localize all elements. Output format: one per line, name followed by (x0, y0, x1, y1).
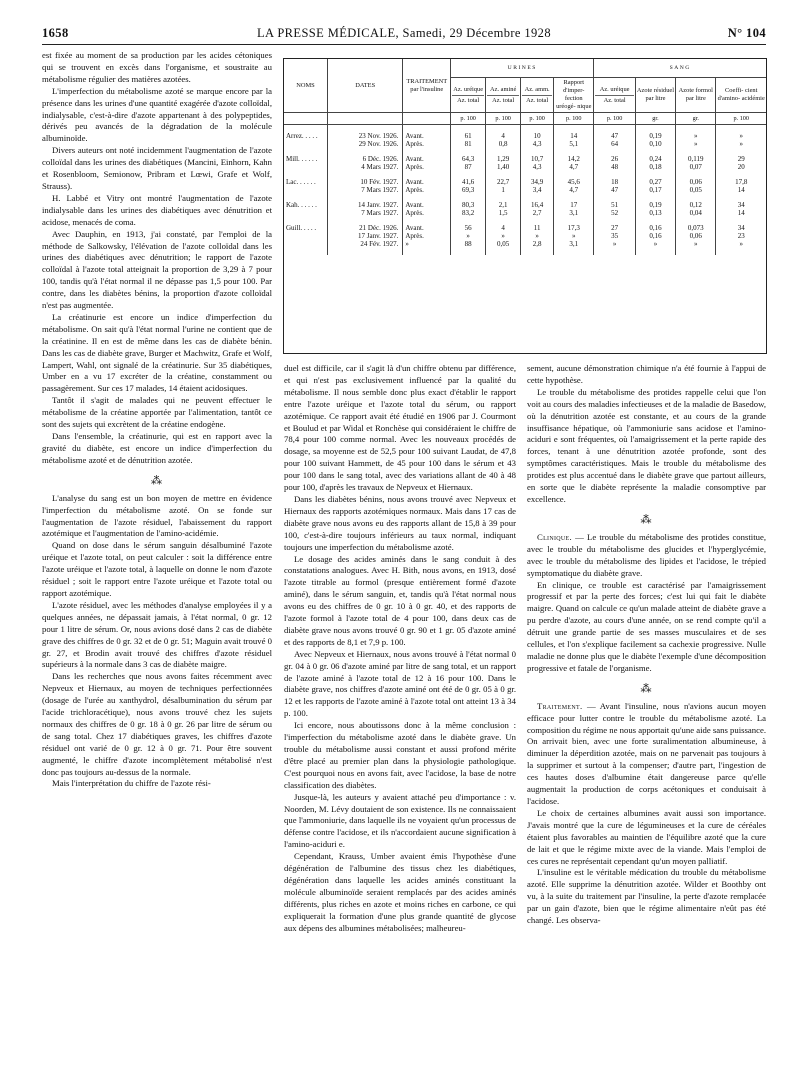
spacer-cell (328, 125, 403, 133)
spacer-cell (284, 148, 328, 155)
spacer-cell (554, 194, 594, 201)
units-row (284, 113, 766, 125)
value-cell: 52 (594, 209, 635, 217)
header-sang-az-ureique: Az. uréique Az. total (594, 78, 635, 113)
value-cell: 14 (737, 209, 745, 217)
table-row (284, 140, 766, 148)
unit-cell (403, 113, 451, 125)
patient-name-cell (284, 140, 328, 148)
unit-cell: p. 100 (486, 113, 521, 125)
paragraph: Le choix de certaines albumines avait aussi son importance. J'avais montré que la cure de légumineuses et la cure de céréales étaient plus favorables au maintien de l'équilibre azoté que la cure de lait et que le régime mixte avec de la viande. Mais l'emploi de ces cures ne représentait cependant qu'un moyen palliatif. (527, 807, 766, 866)
spacer-cell (521, 125, 554, 133)
value-cell: 0,06 (676, 232, 716, 240)
date-cell: 4 Mars 1927. (328, 163, 403, 171)
value-cell: 10 (521, 132, 554, 140)
header-azote-residuel: Azote résiduel par litre (635, 78, 675, 113)
spacer-cell (451, 171, 486, 178)
value-cell: 48 (594, 163, 635, 171)
value-cell: 47 (594, 186, 635, 194)
date-cell: 24 Fév. 1927. (328, 240, 403, 248)
value-cell: » (594, 240, 635, 248)
spacer-cell (284, 171, 328, 178)
column-1 (42, 50, 272, 790)
value-cell: » (554, 232, 594, 240)
value-cell: » (451, 232, 486, 240)
value-cell: 88 (451, 240, 486, 248)
date-cell: 23 Nov. 1926. (328, 132, 403, 140)
spacer-cell (328, 194, 403, 201)
spacer-cell (594, 148, 635, 155)
value-cell: 0,19 (635, 201, 675, 209)
paragraph: Tantôt il s'agit de malades qui ne peuvent effectuer le métabolisme de la créatine apportée par l'alimentation, tantôt ce sont des sujets qui excrètent de la créatine endogène. (42, 395, 272, 430)
paragraph: Dans l'ensemble, la créatinurie, qui est en rapport avec la gravité du diabète, est encore un indice d'imperfection du métabolisme azoté et de dénutrition azotée. (42, 431, 272, 465)
spacer-cell (486, 171, 521, 178)
paragraph: L'analyse du sang est un bon moyen de mettre en évidence l'imperfection du métabolisme azoté. On se fonde sur l'augmentation de l'azote résiduel, l'abaissement du rapport azotémique et l'augmentation de l'amino-acidémie. (42, 492, 272, 539)
header-az-ureique: Az. uréique Az. total (451, 78, 486, 113)
header-traitement: TRAITEMENT par l'insuline (403, 59, 451, 113)
patient-name-cell: Mill. . . . . . (284, 155, 328, 163)
spacer-cell (486, 248, 521, 255)
spacer-cell (284, 194, 328, 201)
spacer-row (284, 217, 766, 224)
table-row (284, 240, 766, 248)
table-row (284, 232, 766, 240)
value-cell: 81 (451, 140, 486, 148)
treatment-cell: Après. (403, 140, 451, 148)
spacer-cell (403, 148, 451, 155)
paragraph: Avec Nepveux et Hiernaux, nous avons trouvé à l'état normal 0 gr. 04 à 0 gr. 06 d'azote aminé par litre de sang total, et un rapport de l'azote aminé à l'azote total de 12 à 16 pour 100. Dans le diabète grave, nos chiffres d'azote aminé ont été de 0 gr. 05 à 0 gr. 12 et les rapports de l'azote aminé à l'azote total ont atteint 13 à 34 p. 100. (284, 648, 516, 719)
date-cell: 7 Mars 1927. (328, 186, 403, 194)
spacer-cell (676, 194, 716, 201)
value-cell: » (635, 240, 675, 248)
value-cell: 0,19 (635, 132, 675, 140)
header-noms: NOMS (284, 59, 328, 113)
value-cell: » (521, 232, 554, 240)
treatment-cell: Avant. (403, 178, 451, 186)
value-cell: 4 (486, 224, 521, 232)
spacer-cell (486, 125, 521, 133)
spacer-cell (554, 248, 594, 255)
value-cell: 41,6 (451, 178, 486, 186)
value-cell: 83,2 (451, 209, 486, 217)
table-row (284, 132, 766, 140)
paragraph: est fixée au moment de sa production par les acides cétoniques qui se trouvent en excès dans l'organisme, et soustraite au métabolisme régulier des matières azotées. (42, 50, 272, 84)
spacer-cell (635, 148, 675, 155)
spacer-cell (676, 217, 716, 224)
spacer-cell (328, 171, 403, 178)
value-cell: 0,16 (635, 224, 675, 232)
paragraph: Ici encore, nous aboutissons donc à la même conclusion : l'imperfection du métabolisme azoté dans le diabète grave. Un trouble du métabolisme aussi constant et aussi profond mérite d'être placé au premier plan dans la physiologie pathologique. C'est pourquoi nous en avons fait, avec l'acidose, la base de notre classification des diabètes. (284, 720, 516, 790)
value-cell: » (739, 132, 743, 140)
value-cell: » (486, 232, 521, 240)
journal-title: LA PRESSE MÉDICALE, Samedi, 29 Décembre 1928 (257, 26, 551, 40)
unit-cell (328, 113, 403, 125)
unit-cell: p. 100 (594, 113, 635, 125)
table-row (284, 155, 766, 163)
value-cell: 14,2 (554, 155, 594, 163)
spacer-row (284, 194, 766, 201)
value-cell: » (739, 140, 743, 148)
date-cell: 17 Janv. 1927. (328, 232, 403, 240)
value-cell: 20 (737, 163, 745, 171)
value-cell: 69,3 (451, 186, 486, 194)
section-separator: ⁂ (640, 682, 653, 695)
patient-name-cell: Arrez. . . . . (284, 132, 328, 140)
page-header (42, 26, 766, 42)
spacer-cell (716, 125, 766, 133)
unit-cell: gr. (676, 113, 716, 125)
value-cell: 17,3 (554, 224, 594, 232)
spacer-cell (486, 217, 521, 224)
unit-cell: p. 100 (716, 113, 766, 125)
table-row (284, 163, 766, 171)
value-cell: 0,13 (635, 209, 675, 217)
value-cell: 2,1 (486, 201, 521, 209)
value-cell: 0,05 (676, 186, 716, 194)
patient-name-cell: Lac. . . . . . (284, 178, 328, 186)
value-cell: 2,8 (521, 240, 554, 248)
spacer-cell (451, 248, 486, 255)
section-label-traitement: Traitement. (537, 700, 583, 711)
paragraph: H. Labbé et Vitry ont montré l'augmentation de l'azote indialysable dans les urines des diabétiques avec dénutrition et acidose, menacés de coma. (42, 192, 272, 227)
value-cell: 0,06 (676, 178, 716, 186)
value-cell: 87 (451, 163, 486, 171)
value-cell: 0,24 (635, 155, 675, 163)
header-az-amm: Az. amm. Az. total (521, 78, 554, 113)
unit-cell: p. 100 (521, 113, 554, 125)
spacer-cell (716, 217, 766, 224)
value-cell: 80,3 (451, 201, 486, 209)
paragraph: En clinique, ce trouble est caractérisé par l'amaigrissement progressif et par la perte des forces; c'est lui qui fait le diabète maigre. Quand on calcule ce qu'un malade atteint de diabète grave a pu perdre d'azote, au cours d'une année, on se rend compte qu'il a détruit une grande partie de ses masses musculaires et de ses cellules, et l'on s'explique facilement sa cachexie progressive. Nulle maladie ne donne plus que le diabète l'exemple d'une décomposition progressive et fatale de l'organisme. (527, 579, 766, 673)
section-separator: ⁂ (640, 513, 653, 526)
spacer-cell (635, 248, 675, 255)
header-coefficient: Coeffi- cient d'amino- acidémie (716, 78, 766, 113)
unit-cell: gr. (635, 113, 675, 125)
value-cell: 35 (594, 232, 635, 240)
value-cell: 4,3 (521, 140, 554, 148)
spacer-cell (635, 217, 675, 224)
treatment-cell: Avant. (403, 132, 451, 140)
treatment-cell: Après. (403, 232, 451, 240)
value-cell: 0,073 (676, 224, 716, 232)
value-cell: 17,8 (735, 178, 748, 186)
spacer-cell (635, 125, 675, 133)
paragraph: Cependant, Krauss, Umber avaient émis l'hypothèse d'une dégénération de l'albumine des tissus chez les diabétiques, dégénération dans laquelle les acides aminés constituant la molécule albuminoïde seraient remplacés par des acides aminés différents, plus riches en azote et moins riches en carbone, ce qui expliquerait la formation d'une plus grande quantité de glycose aux dépens des albumines métabolisées; malheureu- (284, 851, 516, 933)
value-cell: 1,5 (486, 209, 521, 217)
patient-name-cell (284, 186, 328, 194)
value-cell: 4,7 (554, 163, 594, 171)
value-cell: 11 (521, 224, 554, 232)
value-cell: 1 (486, 186, 521, 194)
spacer-cell (451, 148, 486, 155)
spacer-cell (403, 125, 451, 133)
data-table (284, 59, 766, 255)
header-urines: URINES (451, 59, 594, 78)
spacer-row (284, 248, 766, 255)
table-row (284, 178, 766, 186)
paragraph-traitement: Traitement. — Avant l'insuline, nous n'avions aucun moyen efficace pour lutter contre le trouble du métabolisme azoté. La composition du régime ne nous apportait qu'une aide sans puissance. On arrivait bien, avec une forte suralimentation albumineuse, à diminuer la déperdition azotée, mais on ne parvenait pas toujours à la supprimer et surtout à la compenser; d'autre part, l'ingestion de ces hautes doses d'albumine était dangereuse parce qu'elle augmentait la production de corps acétoniques et conduisait à l'acidose. (527, 700, 766, 806)
spacer-row (284, 125, 766, 133)
value-cell: 16,4 (521, 201, 554, 209)
paragraph-clinique: Clinique. — Le trouble du métabolisme des protides constitue, avec le trouble du métabolisme des glucides et l'hyperglycémie, avec le trouble du métabolisme des lipides et l'acidose, le trépied symptomatique du diabète grave. (527, 531, 766, 578)
spacer-cell (486, 194, 521, 201)
patient-name-cell (284, 209, 328, 217)
value-cell: 4,7 (554, 186, 594, 194)
unit-cell: p. 100 (451, 113, 486, 125)
value-cell: 5,1 (554, 140, 594, 148)
spacer-cell (676, 171, 716, 178)
treatment-cell: Avant. (403, 224, 451, 232)
treatment-cell: Après. (403, 186, 451, 194)
paragraph: Jusque-là, les auteurs y avaient attaché peu d'importance : v. Noorden, M. Lévy doutaient de son existence. Ils ne connaissaient que l'ammoniurie, dans laquelle ils ne voyaient qu'un processus de défense contre l'acidose, et ils n'accordaient aucune signification à l'amino-aciduri e. (284, 791, 516, 850)
value-cell: » (676, 140, 716, 148)
unit-cell: p. 100 (554, 113, 594, 125)
section-label-clinique: Clinique. (537, 531, 572, 542)
value-cell: 0,12 (676, 201, 716, 209)
value-cell: 14 (554, 132, 594, 140)
value-cell: 0,17 (635, 186, 675, 194)
spacer-cell (328, 148, 403, 155)
date-cell: 7 Mars 1927. (328, 209, 403, 217)
spacer-cell (594, 194, 635, 201)
value-cell: 47 (594, 132, 635, 140)
spacer-cell (554, 148, 594, 155)
spacer-cell (284, 125, 328, 133)
value-cell: 0,10 (635, 140, 675, 148)
spacer-cell (328, 217, 403, 224)
page-number: 1658 (42, 26, 69, 40)
value-cell: » (739, 240, 743, 248)
spacer-cell (521, 217, 554, 224)
value-cell: 45,6 (554, 178, 594, 186)
date-cell: 29 Nov. 1926. (328, 140, 403, 148)
patient-name-cell: Guill. . . . . (284, 224, 328, 232)
value-cell: 1,29 (486, 155, 521, 163)
value-cell: 29 (737, 155, 745, 163)
issue-number: N° 104 (727, 26, 766, 40)
patient-name-cell (284, 232, 328, 240)
value-cell: 18 (594, 178, 635, 186)
spacer-cell (284, 248, 328, 255)
spacer-cell (451, 194, 486, 201)
spacer-cell (716, 148, 766, 155)
spacer-cell (554, 171, 594, 178)
value-cell: » (676, 240, 716, 248)
value-cell: 22,7 (486, 178, 521, 186)
value-cell: 27 (594, 224, 635, 232)
spacer-cell (676, 248, 716, 255)
value-cell: 64,3 (451, 155, 486, 163)
treatment-cell: Après. (403, 163, 451, 171)
date-cell: 21 Déc. 1926. (328, 224, 403, 232)
section-separator: ⁂ (151, 474, 163, 487)
table-row (284, 209, 766, 217)
value-cell: 2,7 (521, 209, 554, 217)
table-body (284, 113, 766, 256)
spacer-cell (403, 171, 451, 178)
spacer-cell (594, 171, 635, 178)
header-rapport: Rapport d'imper- fection uréogé- nique (554, 78, 594, 113)
spacer-cell (716, 171, 766, 178)
spacer-cell (554, 217, 594, 224)
header-az-amine: Az. aminé Az. total (486, 78, 521, 113)
value-cell: 1,40 (486, 163, 521, 171)
value-cell: 0,119 (676, 155, 716, 163)
table-row (284, 201, 766, 209)
header-sang: SANG (594, 59, 766, 78)
spacer-row (284, 171, 766, 178)
spacer-cell (716, 194, 766, 201)
paragraph: sement, aucune démonstration chimique n'a été fournie à l'appui de cette hypothèse. (527, 363, 766, 385)
date-cell: 10 Fév. 1927. (328, 178, 403, 186)
paragraph: L'imperfection du métabolisme azoté se marque encore par la présence dans les urines d'une quantité exagérée d'azote colloïdal, indialysable, c'est-à-dire d'azote appartenant à des polypeptides, dérivés peu avancés de la dégradation de la molécule albuminoïde. (42, 85, 272, 144)
spacer-cell (594, 248, 635, 255)
treatment-cell: » (403, 240, 451, 248)
value-cell: 0,04 (676, 209, 716, 217)
patient-name-cell (284, 240, 328, 248)
spacer-cell (403, 217, 451, 224)
spacer-cell (328, 248, 403, 255)
spacer-cell (486, 148, 521, 155)
table-row (284, 224, 766, 232)
header-rule (42, 44, 766, 45)
value-cell: 61 (451, 132, 486, 140)
value-cell: 34 (737, 224, 745, 232)
value-cell: 4,3 (521, 163, 554, 171)
paragraph: Avec Dauphin, en 1913, j'ai constaté, par l'emploi de la méthode de Salkowsky, l'élévation de l'azote colloïdal dans les urines des diabétiques avec dénutrition; le rapport de l'azote colloïdal à l'azote total atteignait la proportion de 3,29 à 7 pour 100, tandis qu'à l'état normal il ne dépasse pas 1,5 pour 100. Par contre, dans les diabètes bénins, la proportion d'azote colloïdal n'est pas augmentée. (42, 228, 272, 311)
spacer-cell (716, 248, 766, 255)
value-cell: 23 (737, 232, 745, 240)
spacer-cell (554, 125, 594, 133)
spacer-cell (451, 125, 486, 133)
spacer-cell (635, 194, 675, 201)
treatment-cell: Après. (403, 209, 451, 217)
spacer-cell (284, 217, 328, 224)
value-cell: 3,1 (554, 240, 594, 248)
value-cell: 17 (554, 201, 594, 209)
value-cell: 64 (594, 140, 635, 148)
spacer-cell (594, 125, 635, 133)
spacer-cell (403, 194, 451, 201)
patient-name-cell: Kah. . . . . . (284, 201, 328, 209)
value-cell: 0,16 (635, 232, 675, 240)
unit-cell (284, 113, 328, 125)
spacer-cell (521, 148, 554, 155)
value-cell: 4 (486, 132, 521, 140)
value-cell: 0,07 (676, 163, 716, 171)
spacer-cell (594, 217, 635, 224)
value-cell: » (676, 132, 716, 140)
paragraph: duel est difficile, car il s'agit là d'un chiffre obtenu par différence, et qui n'est pas exclusivement influencé par la qualité du métabolisme. Il nous semble donc plus exact d'établir le rapport entre l'azote uréique et l'azote total du sérum, ou rapport azotémique. Ce rapport avait été étudié en 1906 par J. Courmont et Boulud et par Widal et Ronchèse qui considéraient le chiffre de 78,4 pour 100 comme normal. Avec les nouveaux procédés de dosage, sa moyenne est de 52,5 pour 100 suivant Laudat, de 47,8 pour 100 suivant Hammett, de 45 pour 100 dans le sérum et 43 pour 100 dans le sang total, avec des variations allant de 40 à 48 pour 100, d'après les travaux de Nepveux et Hiernaux. (284, 363, 516, 493)
value-cell: 3,1 (554, 209, 594, 217)
spacer-cell (676, 148, 716, 155)
value-cell: 3,4 (521, 186, 554, 194)
value-cell: 26 (594, 155, 635, 163)
date-cell: 14 Janv. 1927. (328, 201, 403, 209)
spacer-cell (521, 194, 554, 201)
spacer-cell (635, 171, 675, 178)
spacer-cell (451, 217, 486, 224)
spacer-cell (521, 248, 554, 255)
spacer-cell (521, 171, 554, 178)
paragraph: L'insuline est le véritable médication du trouble du métabolisme azoté. Elle supprime la dénutrition azotée. Wilder et Boothby ont vu, à la suite du traitement par l'insuline, la perte d'azote remplacée par un gain d'azote, bien que le régime alimentaire n'eût pas été changé. Les observa- (527, 867, 766, 926)
patient-name-cell (284, 163, 328, 171)
treatment-cell: Avant. (403, 201, 451, 209)
header-azote-formol: Azote formol par litre (676, 78, 716, 113)
value-cell: 0,18 (635, 163, 675, 171)
paragraph: La créatinurie est encore un indice d'imperfection du métabolisme. On sait qu'à l'état normal l'urine ne contient que de la créatinine. Il en est de même dans les cas de diabète bénin. Dans les cas de diabète grave, Burger et Machwitz, Grafe et Wolf, Lampert, Wahl, ont signalé de la créatinurie. Sur 35 diabétiques, Umber en a vu 17 excréter de la créatine, constamment ou passagèrement. Sur ces 17 malades, 14 étaient acidosiques. (42, 311, 272, 394)
value-cell: 0,05 (486, 240, 521, 248)
spacer-cell (403, 248, 451, 255)
paragraph: Le trouble du métabolisme des protides rappelle celui que l'on voit au cours des maladies infectieuses et de la maladie de Basedow, où la dénutrition azotée est constante, et au cours de la grande insuffisance hépatique, où l'ammoniurie sans acidose et l'amino-aciduri e sont fréquentes, où l'amaigrissement et la perte rapide des forces, tenant à une dénutrition azotée profonde, sont des symptômes caractéristiques. Mais le trouble du métabolisme des protides est plus accentué dans le diabète grave que partout ailleurs, en sorte que le diabète représente la maladie consomptive par excellence. (527, 386, 766, 504)
value-cell: 51 (594, 201, 635, 209)
paragraph: Le dosage des acides aminés dans le sang conduit à des constatations analogues. Avec H. Bith, nous avons, en 1913, dosé l'azote titrable au formol (presque entièrement formé d'azote aminé), dans le sérum sanguin, et, tandis qu'à l'état normal nous avons eu des chiffres de 0 gr. 10 à 0 gr. 40, et des rapports de l'azote formol à l'azote total de 4 pour 100, dans deux cas de diabète grave nous avons trouvé 0 gr. 90 et 1 gr. 05 d'azote aminé et des rapports de 8,1 et 7,9 p. 100. (284, 553, 516, 647)
spacer-row (284, 148, 766, 155)
value-cell: 56 (451, 224, 486, 232)
date-cell: 6 Déc. 1926. (328, 155, 403, 163)
paragraph: Divers auteurs ont noté incidemment l'augmentation de l'azote colloïdal dans les urines des diabétiques (Mancini, Einhorn, Kahn et Rosenbloom, Semionow, Pribram et Lœwi, Grafe et Wolf, Strauss). (42, 145, 272, 191)
table-row (284, 186, 766, 194)
spacer-cell (676, 125, 716, 133)
value-cell: 34,9 (521, 178, 554, 186)
value-cell: 0,27 (635, 178, 675, 186)
paragraph: Dans les recherches que nous avons faites récemment avec Nepveux et Hiernaux, au moyen de techniques perfectionnées (dosage de l'urée au xanthydrol, désalbumination du sérum par l'acide trichloracétique), nous avons trouvé chez les sujets normaux des chiffres de 0 gr. 18 à 0 gr. 26 par litre de sérum ou de sang total. Chez 17 diabétiques graves, les chiffres d'azote résiduel ont varié de 0 gr. 12 à 0 gr. 71. Pour être souvent augmenté, le chiffre d'azote incomplètement métabolisé n'est donc pas toujours au-dessus de la normale. (42, 671, 272, 777)
column-2 (284, 363, 516, 935)
treatment-cell: Avant. (403, 155, 451, 163)
paragraph: Dans les diabètes bénins, nous avons trouvé avec Nepveux et Hiernaux des rapports azotémiques normaux. Mais dans 17 cas de diabète grave nous avons eu des rapports allant de 15,8 à 39 pour 100, c'est-à-dire toujours inférieurs au taux normal, indiquant toujours une imperfection du métabolisme azoté. (284, 493, 516, 552)
paragraph: L'azote résiduel, avec les méthodes d'analyse employées il y a quelques années, ne dépassait jamais, à l'état normal, 0 gr. 12 pour 1 litre de sérum. Or, nous avions dosé dans 2 cas de diabète grave des chiffres de 0 gr. 32 et de 0 gr. 51; Maguin avait trouvé 0 gr. 27, et Brodin avait trouvé des chiffres d'azote résiduel supérieurs à la normale dans 3 cas de diabète maigre. (42, 599, 272, 670)
value-cell: 34 (737, 201, 745, 209)
column-3 (527, 363, 766, 927)
value-cell: 10,7 (521, 155, 554, 163)
header-dates: DATES (328, 59, 403, 113)
value-cell: 14 (737, 186, 745, 194)
data-table-frame (283, 58, 767, 354)
paragraph: Mais l'interprétation du chiffre de l'azote rési- (52, 778, 211, 789)
value-cell: 0,8 (486, 140, 521, 148)
paragraph: Quand on dose dans le sérum sanguin désalbuminé l'azote uréique et l'azote total, on peut calculer : soit la différence entre l'azote uréique et l'azote total, à laquelle on donne le nom d'azote résiduel ; soit le rapport entre l'azote uréique et l'azote total ou rapport azotémique. (42, 540, 272, 598)
